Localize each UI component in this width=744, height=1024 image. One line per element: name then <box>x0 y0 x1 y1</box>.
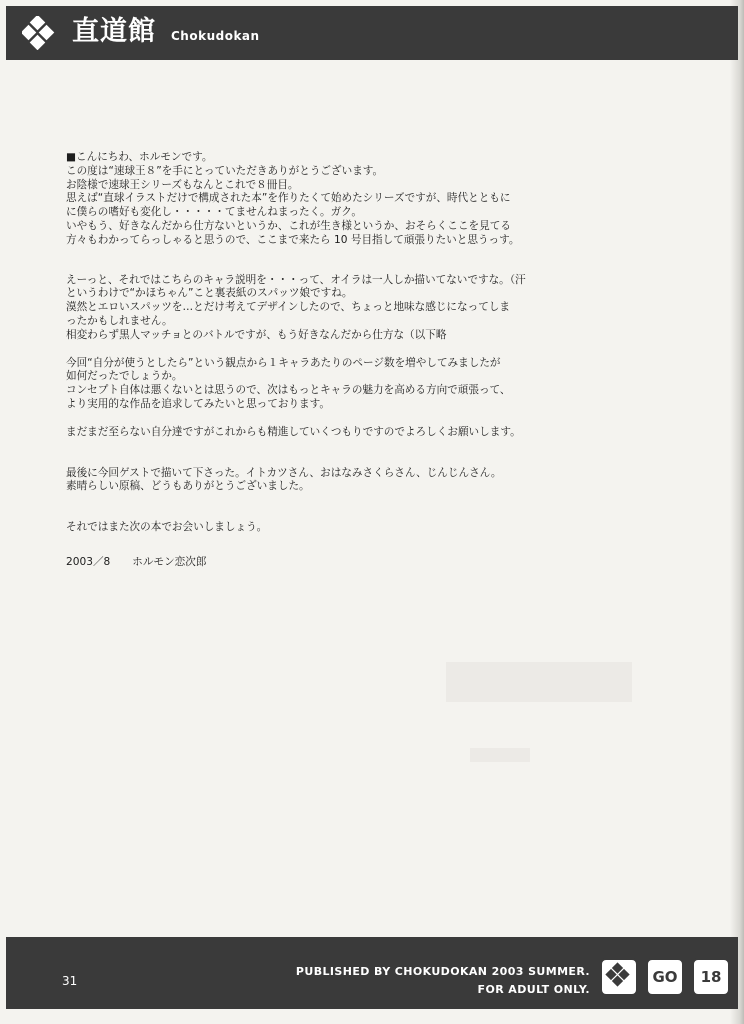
text-line: それではまた次の本でお会いしましょう。 <box>66 521 268 534</box>
paragraph <box>66 151 686 248</box>
paragraph <box>66 426 686 440</box>
text-line: ったかもしれません。 <box>66 314 173 327</box>
diamond-cluster-icon <box>602 960 636 994</box>
footer-band <box>6 937 738 1009</box>
logo-badge <box>600 958 638 996</box>
go-mark-icon: GO <box>652 968 678 986</box>
signature-date: 2003／8 <box>66 556 111 568</box>
text-line: 最後に今回ゲストで描いて下さった。イトカツさん、おはなみさくらさん、じんじんさん。 <box>66 466 502 479</box>
mark-badge <box>646 958 684 996</box>
title-japanese: 直道館 <box>72 16 156 47</box>
text-line: 如何だったでしょうか。 <box>66 370 183 383</box>
afterword-text <box>66 151 686 549</box>
page-gutter-shadow <box>730 0 744 1024</box>
text-line: に僕らの嗜好も変化し・・・・・てませんねまったく。ガク。 <box>66 206 362 219</box>
diamond-cluster-icon <box>22 16 56 50</box>
text-line: この度は“速球王８”を手にとっていただきありがとうございます。 <box>66 164 384 177</box>
text-line: お陰様で速球王シリーズもなんとこれで８冊目。 <box>66 178 299 191</box>
signature-author: ホルモン恋次郎 <box>132 556 207 568</box>
rating-badge <box>692 958 730 996</box>
text-line: 今回“自分が使うとしたら”という観点から１キャラあたりのページ数を増やしてみましたが <box>66 356 501 369</box>
text-line: ■こんにちわ、ホルモンです。 <box>66 151 213 163</box>
text-line: 方々もわかってらっしゃると思うので、ここまで来たら 10 号目指して頑張りたいと思うっす。 <box>66 233 520 246</box>
title-english: Chokudokan <box>171 29 260 43</box>
paragraph <box>66 357 686 412</box>
paragraph <box>66 274 686 343</box>
text-line: というわけで“かほちゃん”こと裏表紙のスパッツ娘ですね。 <box>66 287 353 300</box>
text-line: 漠然とエロいスパッツを…とだけ考えてデザインしたので、ちょっと地味な感じになってしま <box>66 301 510 314</box>
text-line: コンセプト自体は悪くないとは思うので、次はもっとキャラの魅力を高める方向で頑張って、 <box>66 384 511 397</box>
header-band <box>6 6 738 60</box>
page-number: 31 <box>62 974 78 988</box>
bleed-through-mark <box>446 662 632 702</box>
bleed-through-mark <box>470 748 530 762</box>
paragraph <box>66 521 686 535</box>
paragraph <box>66 467 686 495</box>
text-line: まだまだ至らない自分達ですがこれからも精進していくつもりですのでよろしくお願いします。 <box>66 425 521 438</box>
text-line: より実用的な作品を追求してみたいと思っております。 <box>66 397 330 410</box>
text-line: 相変わらず黒人マッチョとのバトルですが、もう好きなんだから仕方な（以下略 <box>66 328 447 341</box>
text-line: えーっと、それではこちらのキャラ説明を・・・って、オイラは一人しか描いてないですな。（汗 <box>66 273 526 286</box>
18-rating-icon: 18 <box>700 968 722 986</box>
text-line: いやもう、好きなんだから仕方ないというか、これが生き様というか、おそらくここを見てる <box>66 219 511 232</box>
adult-only-notice: FOR ADULT ONLY. <box>477 983 590 996</box>
text-line: 思えば“直球イラストだけで構成された本”を作りたくて始めたシリーズですが、時代とともに <box>66 192 511 205</box>
signature <box>66 555 206 569</box>
publisher-line: PUBLISHED BY CHOKUDOKAN 2003 SUMMER. <box>295 965 590 978</box>
text-line: 素晴らしい原稿、どうもありがとうございました。 <box>66 480 310 493</box>
